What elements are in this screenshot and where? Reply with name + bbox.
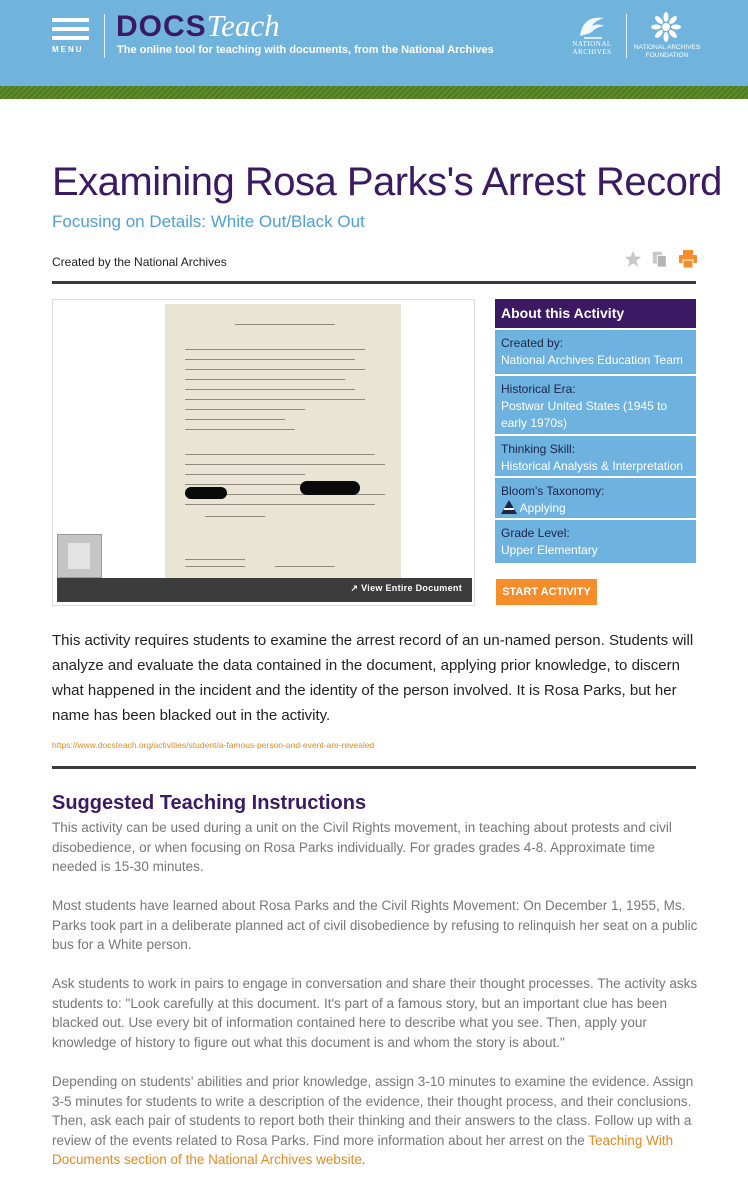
arrest-record-image [165,304,401,580]
doc-text-line [185,349,365,350]
about-value[interactable]: Postwar United States (1945 to early 1970s) [501,399,668,430]
about-item-blooms-taxonomy [495,478,696,518]
site-header [0,0,748,86]
created-by-label: Created by the National Archives [52,255,227,269]
national-archives-foundation-logo[interactable] [632,12,702,62]
teaching-with-documents-link[interactable]: Teaching With Documents section of the National Archives website [52,1132,674,1167]
doc-text-line [205,516,265,517]
doc-text-line [185,464,385,465]
instructions-p4-end: . [361,1152,366,1167]
doc-text-line [185,454,375,455]
about-value-blooms[interactable] [501,500,690,517]
header-divider [104,14,105,58]
logo-docs-text: DOCS [116,10,207,43]
naf-logo-text-2: FOUNDATION [645,52,689,59]
blooms-value: Applying [519,501,566,515]
naf-logo-text [632,44,702,60]
star-icon[interactable] [624,250,642,273]
menu-label: MENU [52,45,84,54]
instructions-paragraph-2: Most students have learned about Rosa Parks and the Civil Rights Movement: On December 1, 1955, Ms. Parks took part in a deliberate planned act of civil disobedience by refusing to relinquish her seat on a public bus for a White person. [52,898,698,952]
doc-text-line [185,379,345,380]
doc-text-line [185,559,245,560]
instructions-p4-text: Depending on students' abilities and prior knowledge, assign 3-10 minutes to examine the evidence. Assign 3-5 minutes for students to write a description of the evidence, their thought process, and their conclusions. Then, ask each pair of students to report both their thinking and their answers to the class. Follow up with a review of the events related to Rosa Parks. Find more information about her arrest on the [52,1074,694,1148]
about-value[interactable]: Historical Analysis & Interpretation [501,459,684,473]
hamburger-icon-bar [52,27,89,31]
doc-text-line [235,324,335,325]
about-value[interactable]: Upper Elementary [501,543,598,557]
doc-text-line [185,409,305,410]
document-thumbnail[interactable] [57,534,102,578]
activity-url-link[interactable]: https://www.docsteach.org/activities/student/a-famous-person-and-event-are-revealed [52,740,375,750]
about-item-thinking-skill [495,436,696,476]
about-key: Created by: [501,336,564,350]
doc-text-line [185,389,355,390]
thumbnail-page [68,543,90,569]
about-value[interactable]: National Archives Education Team [501,353,683,367]
instructions-heading: Suggested Teaching Instructions [52,792,367,814]
na-logo-text [564,40,620,56]
na-logo-text-2: ARCHIVES [572,48,612,56]
docsteach-logo[interactable] [116,8,280,44]
external-link-icon: ↗ [350,583,359,593]
doc-text-line [185,566,245,567]
doc-text-line [185,474,305,475]
doc-text-line [275,566,335,567]
redaction-mark [300,481,360,495]
viewer-toolbar [57,578,472,602]
menu-button[interactable] [52,18,90,58]
site-tagline: The online tool for teaching with documents, from the National Archives [117,44,494,56]
doc-text-line [185,359,355,360]
doc-text-line [185,504,375,505]
pyramid-icon [501,500,517,514]
header-divider-2 [626,14,627,58]
start-activity-button[interactable]: START ACTIVITY [496,579,597,605]
instructions-paragraph-3: Ask students to work in pairs to engage in conversation and share their thought processes. The activity asks students to: "Look carefully at this document. It's part of a famous story, but an important clue has been blacked out. Use every bit of information contained here to describe what you see. Then, apply your knowledge of history to figure out what this document is and whom the story is about." [52,976,698,1050]
hamburger-icon-bar [52,36,89,40]
document-viewer[interactable] [52,299,475,606]
doc-text-line [185,419,285,420]
view-entire-document-link[interactable] [350,583,462,594]
header-stripe [0,86,748,99]
about-item-created-by [495,330,696,374]
about-item-historical-era [495,376,696,434]
about-key: Grade Level: [501,526,570,540]
instructions-paragraph-1: This activity can be used during a unit on the Civil Rights movement, in teaching about protests and civil disobedience, or when focusing on Rosa Parks individually. For grades grades 4-8. Approximate time needed is 15-30 minutes. [52,820,672,874]
logo-teach-text: Teach [206,8,280,43]
about-key: Bloom's Taxonomy: [501,484,605,498]
eagle-icon [576,12,608,40]
divider-2 [52,766,696,769]
activity-description: This activity requires students to examine the arrest record of an un-named person. Students will analyze and evaluate the data contained in the document, applying prior knowledge, to discern what happened in the incident and the identity of the person involved. It is Rosa Parks, but her name has been blacked out in the activity. [52,632,694,724]
instructions-paragraph-4 [52,1072,702,1170]
about-activity-panel [495,299,696,563]
about-item-grade-level [495,520,696,563]
national-archives-logo[interactable] [564,12,620,60]
redaction-mark [185,487,227,499]
naf-logo-text-1: NATIONAL ARCHIVES [633,44,701,51]
na-logo-text-1: NATIONAL [572,40,612,48]
divider [52,281,696,284]
doc-text-line [185,429,295,430]
doc-text-line [185,369,365,370]
hamburger-icon [52,18,89,22]
star-burst-icon [651,12,681,42]
print-icon[interactable] [678,250,698,273]
view-entire-label: View Entire Document [361,583,462,593]
page-title: Examining Rosa Parks's Arrest Record [52,160,722,204]
copy-icon[interactable] [651,250,669,273]
doc-text-line [185,399,365,400]
about-heading: About this Activity [495,299,696,328]
about-key: Thinking Skill: [501,442,576,456]
page-subtitle: Focusing on Details: White Out/Black Out [52,212,365,231]
about-key: Historical Era: [501,382,576,396]
